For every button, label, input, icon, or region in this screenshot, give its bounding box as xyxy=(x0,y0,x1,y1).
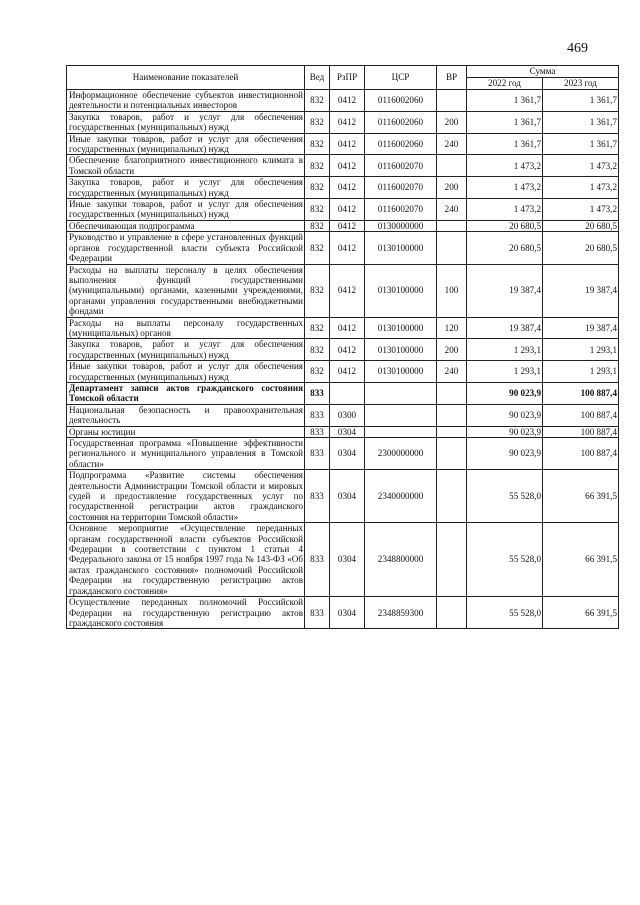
row-name: Руководство и управление в сфере установленных функций органов государственной власти субъекта Российской Федерации xyxy=(67,232,305,264)
row-rzpr: 0304 xyxy=(330,470,365,523)
row-sum-2022: 55 528,0 xyxy=(467,597,543,629)
row-vr xyxy=(437,597,467,629)
row-ved: 833 xyxy=(305,523,330,597)
row-sum-2023: 20 680,5 xyxy=(543,232,619,264)
row-vr xyxy=(437,220,467,231)
table-row xyxy=(67,232,619,264)
row-ved: 832 xyxy=(305,339,330,361)
table-row xyxy=(67,199,619,221)
table-row xyxy=(67,339,619,361)
row-name: Расходы на выплаты персоналу в целях обеспечения выполнения функций государственными (муниципальными) органами, казенными учреждениями, органами управления государственными внебюджетными фондами xyxy=(67,264,305,317)
row-csr: 0116002070 xyxy=(365,199,437,221)
row-ved: 833 xyxy=(305,597,330,629)
row-name: Подпрограмма «Развитие системы обеспечения деятельности Администрации Томской области и мировых судей и предоставление государственных услуг по государственной регистрации актов гражданского состояния на территории Томской области» xyxy=(67,470,305,523)
row-vr: 200 xyxy=(437,111,467,133)
row-ved: 832 xyxy=(305,133,330,155)
row-sum-2022: 1 473,2 xyxy=(467,177,543,199)
row-name: Обеспечение благоприятного инвестиционного климата в Томской области xyxy=(67,155,305,177)
row-ved: 833 xyxy=(305,438,330,470)
row-vr xyxy=(437,426,467,437)
row-sum-2023: 100 887,4 xyxy=(543,438,619,470)
row-ved: 832 xyxy=(305,264,330,317)
row-name: Обеспечивающая подпрограмма xyxy=(67,220,305,231)
row-vr xyxy=(437,155,467,177)
row-name: Закупка товаров, работ и услуг для обеспечения государственных (муниципальных) нужд xyxy=(67,177,305,199)
row-rzpr: 0412 xyxy=(330,199,365,221)
row-rzpr: 0412 xyxy=(330,339,365,361)
row-csr: 0130000000 xyxy=(365,220,437,231)
row-vr xyxy=(437,90,467,112)
row-name: Основное мероприятие «Осуществление переданных органам государственной власти субъектов Российской Федерации в соответствии с пунктом 1 статьи 4 Федерального закона от 15 ноября 1997 года № 143-ФЗ «Об актах гражданского состояния» полномочий Российской Федерации на государственную регистрацию актов гражданского состояния» xyxy=(67,523,305,597)
row-sum-2022: 1 361,7 xyxy=(467,90,543,112)
row-ved: 832 xyxy=(305,199,330,221)
row-rzpr: 0412 xyxy=(330,361,365,383)
row-csr: 2348800000 xyxy=(365,523,437,597)
table-body xyxy=(67,90,619,629)
row-name: Осуществление переданных полномочий Российской Федерации на государственную регистрацию актов гражданского состояния xyxy=(67,597,305,629)
table-row xyxy=(67,177,619,199)
row-rzpr: 0412 xyxy=(330,220,365,231)
row-csr: 2340000000 xyxy=(365,470,437,523)
table-row xyxy=(67,470,619,523)
table-row xyxy=(67,523,619,597)
header-csr: ЦСР xyxy=(365,66,437,90)
row-sum-2023: 20 680,5 xyxy=(543,220,619,231)
row-sum-2023: 1 361,7 xyxy=(543,90,619,112)
row-rzpr: 0412 xyxy=(330,155,365,177)
row-vr xyxy=(437,470,467,523)
row-csr: 0130100000 xyxy=(365,361,437,383)
row-sum-2022: 90 023,9 xyxy=(467,404,543,426)
row-csr xyxy=(365,404,437,426)
row-name: Информационное обеспечение субъектов инвестиционной деятельности и потенциальных инвесторов xyxy=(67,90,305,112)
row-sum-2022: 1 293,1 xyxy=(467,361,543,383)
table-row xyxy=(67,382,619,404)
row-rzpr: 0412 xyxy=(330,90,365,112)
row-vr: 240 xyxy=(437,133,467,155)
row-name: Органы юстиции xyxy=(67,426,305,437)
header-rzpr: РзПР xyxy=(330,66,365,90)
row-sum-2023: 1 473,2 xyxy=(543,199,619,221)
row-name: Расходы на выплаты персоналу государственных (муниципальных) органов xyxy=(67,317,305,339)
row-vr xyxy=(437,523,467,597)
row-vr: 240 xyxy=(437,361,467,383)
row-sum-2022: 55 528,0 xyxy=(467,523,543,597)
row-sum-2022: 1 473,2 xyxy=(467,199,543,221)
row-ved: 833 xyxy=(305,404,330,426)
header-year-2022: 2022 год xyxy=(467,78,543,90)
table-row xyxy=(67,426,619,437)
table-row xyxy=(67,597,619,629)
row-rzpr xyxy=(330,382,365,404)
row-rzpr: 0412 xyxy=(330,177,365,199)
row-sum-2022: 90 023,9 xyxy=(467,382,543,404)
table-row xyxy=(67,438,619,470)
table-row xyxy=(67,317,619,339)
row-sum-2023: 100 887,4 xyxy=(543,382,619,404)
row-csr: 0130100000 xyxy=(365,264,437,317)
row-csr xyxy=(365,382,437,404)
row-csr: 0116002060 xyxy=(365,90,437,112)
row-csr: 0116002060 xyxy=(365,133,437,155)
row-csr: 0130100000 xyxy=(365,317,437,339)
row-vr xyxy=(437,438,467,470)
row-sum-2022: 1 293,1 xyxy=(467,339,543,361)
table-header-row xyxy=(67,66,619,78)
row-sum-2023: 1 473,2 xyxy=(543,177,619,199)
table-row xyxy=(67,133,619,155)
row-sum-2023: 66 391,5 xyxy=(543,470,619,523)
row-vr: 200 xyxy=(437,177,467,199)
row-sum-2022: 55 528,0 xyxy=(467,470,543,523)
row-name: Национальная безопасность и правоохранительная деятельность xyxy=(67,404,305,426)
table-row xyxy=(67,264,619,317)
row-sum-2022: 20 680,5 xyxy=(467,220,543,231)
row-sum-2023: 1 293,1 xyxy=(543,361,619,383)
row-vr: 240 xyxy=(437,199,467,221)
row-sum-2023: 1 361,7 xyxy=(543,133,619,155)
page-number: 469 xyxy=(567,41,588,56)
row-ved: 832 xyxy=(305,155,330,177)
row-csr: 0116002070 xyxy=(365,177,437,199)
row-name: Иные закупки товаров, работ и услуг для обеспечения государственных (муниципальных) нужд xyxy=(67,361,305,383)
header-vr: ВР xyxy=(437,66,467,90)
row-sum-2022: 1 361,7 xyxy=(467,133,543,155)
row-csr: 2300000000 xyxy=(365,438,437,470)
header-name: Наименование показателей xyxy=(67,66,305,90)
row-rzpr: 0304 xyxy=(330,523,365,597)
row-ved: 832 xyxy=(305,361,330,383)
table-row xyxy=(67,90,619,112)
table-row xyxy=(67,404,619,426)
row-name: Иные закупки товаров, работ и услуг для обеспечения государственных (муниципальных) нужд xyxy=(67,199,305,221)
row-vr xyxy=(437,232,467,264)
row-csr: 0116002070 xyxy=(365,155,437,177)
row-vr: 100 xyxy=(437,264,467,317)
row-rzpr: 0412 xyxy=(330,264,365,317)
row-ved: 833 xyxy=(305,470,330,523)
row-rzpr: 0412 xyxy=(330,133,365,155)
row-rzpr: 0412 xyxy=(330,232,365,264)
row-ved: 832 xyxy=(305,232,330,264)
row-rzpr: 0412 xyxy=(330,317,365,339)
row-sum-2022: 19 387,4 xyxy=(467,264,543,317)
table-row xyxy=(67,111,619,133)
row-csr: 2348859300 xyxy=(365,597,437,629)
row-name: Иные закупки товаров, работ и услуг для обеспечения государственных (муниципальных) нужд xyxy=(67,133,305,155)
table-row xyxy=(67,361,619,383)
row-ved: 833 xyxy=(305,382,330,404)
header-ved: Вед xyxy=(305,66,330,90)
row-sum-2023: 66 391,5 xyxy=(543,523,619,597)
row-sum-2023: 19 387,4 xyxy=(543,264,619,317)
row-name: Государственная программа «Повышение эффективности регионального и муниципального управления в Томской области» xyxy=(67,438,305,470)
row-sum-2023: 66 391,5 xyxy=(543,597,619,629)
row-sum-2022: 1 361,7 xyxy=(467,111,543,133)
table-row xyxy=(67,220,619,231)
row-sum-2023: 100 887,4 xyxy=(543,426,619,437)
row-sum-2022: 19 387,4 xyxy=(467,317,543,339)
header-sum: Сумма xyxy=(467,66,619,78)
row-ved: 832 xyxy=(305,90,330,112)
row-sum-2023: 1 293,1 xyxy=(543,339,619,361)
row-name: Департамент записи актов гражданского состояния Томской области xyxy=(67,382,305,404)
row-sum-2022: 20 680,5 xyxy=(467,232,543,264)
row-rzpr: 0304 xyxy=(330,438,365,470)
row-name: Закупка товаров, работ и услуг для обеспечения государственных (муниципальных) нужд xyxy=(67,339,305,361)
row-sum-2023: 1 473,2 xyxy=(543,155,619,177)
table-row xyxy=(67,155,619,177)
header-year-2023: 2023 год xyxy=(543,78,619,90)
row-ved: 833 xyxy=(305,426,330,437)
row-csr: 0116002060 xyxy=(365,111,437,133)
row-rzpr: 0304 xyxy=(330,426,365,437)
row-vr xyxy=(437,404,467,426)
row-ved: 832 xyxy=(305,220,330,231)
row-sum-2022: 1 473,2 xyxy=(467,155,543,177)
row-sum-2022: 90 023,9 xyxy=(467,426,543,437)
row-sum-2023: 100 887,4 xyxy=(543,404,619,426)
row-rzpr: 0412 xyxy=(330,111,365,133)
row-ved: 832 xyxy=(305,317,330,339)
row-csr: 0130100000 xyxy=(365,232,437,264)
row-name: Закупка товаров, работ и услуг для обеспечения государственных (муниципальных) нужд xyxy=(67,111,305,133)
row-ved: 832 xyxy=(305,111,330,133)
row-sum-2023: 19 387,4 xyxy=(543,317,619,339)
row-ved: 832 xyxy=(305,177,330,199)
budget-table xyxy=(66,65,619,629)
row-vr: 200 xyxy=(437,339,467,361)
row-vr: 120 xyxy=(437,317,467,339)
row-sum-2022: 90 023,9 xyxy=(467,438,543,470)
row-sum-2023: 1 361,7 xyxy=(543,111,619,133)
row-vr xyxy=(437,382,467,404)
row-csr xyxy=(365,426,437,437)
row-csr: 0130100000 xyxy=(365,339,437,361)
row-rzpr: 0300 xyxy=(330,404,365,426)
row-rzpr: 0304 xyxy=(330,597,365,629)
